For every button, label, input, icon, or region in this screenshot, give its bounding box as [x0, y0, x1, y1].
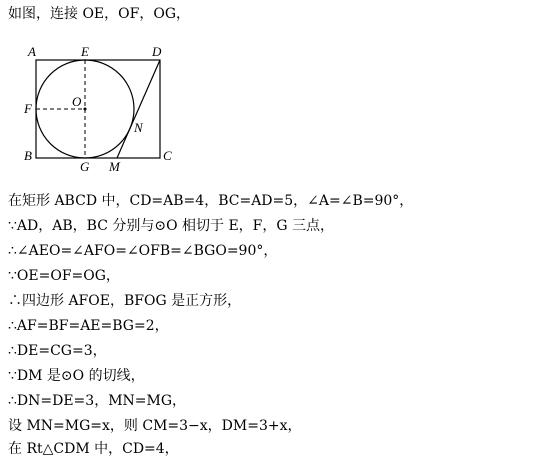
label-f: F — [24, 101, 32, 116]
solution-line-11: 在 Rt△CDM 中，CD=4， — [8, 441, 179, 457]
label-m: M — [109, 159, 120, 174]
solution-line-5: ∴四边形 AFOE，BFOG 是正方形， — [8, 293, 242, 309]
solution-line-4: ∵OE=OF=OG， — [8, 268, 120, 284]
solution-line-10: 设 MN=MG=x，则 CM=3−x，DM=3+x， — [8, 418, 302, 434]
label-d: D — [152, 44, 162, 59]
label-c: C — [163, 148, 172, 163]
center-point-o — [84, 108, 87, 111]
label-b: B — [24, 148, 32, 163]
solution-line-2: ∵AD，AB，BC 分别与⊙O 相切于 E，F，G 三点， — [8, 218, 335, 234]
solution-line-6: ∴AF=BF=AE=BG=2， — [8, 318, 169, 334]
solution-line-7: ∴DE=CG=3， — [8, 343, 107, 359]
label-g: G — [80, 159, 90, 174]
solution-line-1: 在矩形 ABCD 中，CD=AB=4，BC=AD=5，∠A=∠B=90°， — [8, 193, 414, 209]
tangent-dm — [117, 60, 160, 158]
label-o: O — [72, 94, 82, 109]
label-a: A — [28, 44, 36, 59]
intro-line: 如图，连接 OE，OF，OG， — [8, 6, 190, 22]
label-n: N — [134, 120, 143, 135]
geometry-figure — [0, 0, 542, 190]
label-e: E — [81, 44, 89, 59]
solution-line-9: ∴DN=DE=3，MN=MG， — [8, 393, 187, 409]
solution-line-3: ∴∠AEO=∠AFO=∠OFB=∠BGO=90°， — [8, 243, 278, 259]
rectangle-abcd — [36, 60, 160, 158]
solution-line-8: ∵DM 是⊙O 的切线， — [8, 368, 145, 384]
